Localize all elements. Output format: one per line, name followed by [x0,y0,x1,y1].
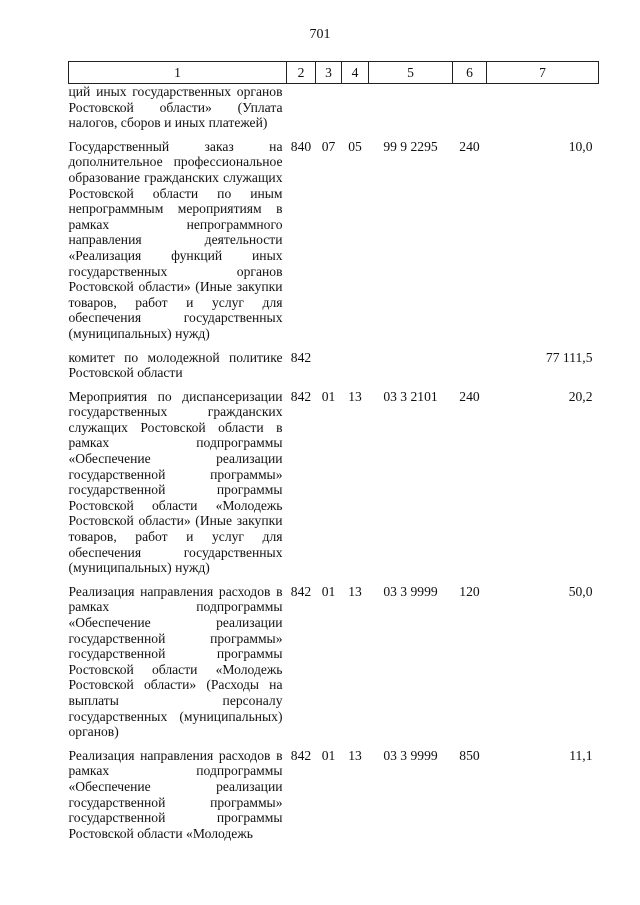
ministry-code-cell: 842 [290,388,312,404]
section-code-cell: 01 [321,747,336,763]
subsection-code-cell: 13 [348,747,362,763]
table-row [69,576,599,740]
amount-cell: 77 111,5 [545,349,593,365]
section-code-cell [316,342,342,381]
expense-name-cell: комитет по молодежной политике Ростовской области [68,349,283,381]
ministry-code-cell: 842 [290,583,312,599]
budget-table [68,61,599,841]
expense-name-cell: Государственный заказ на дополнительное профессиональное образование гражданских служащих Ростовской области по иным непрограммным мероприятиям в рамках непрограммного направления деятельности «Реализация функций иных государственных органов Ростовской области» (Иные закупки товаров, работ и услуг для обеспечения государственных (муниципальных) нужд) [68,138,283,341]
section-code-cell: 01 [321,583,336,599]
target-article-cell: 99 9 2295 [383,138,438,154]
table-row [69,381,599,576]
subsection-code-cell: 05 [348,138,362,154]
section-code-cell [316,84,342,131]
target-article-cell: 03 3 9999 [383,747,438,763]
target-article-cell [369,342,453,381]
table-header-row [69,62,599,84]
subsection-code-cell [342,84,369,131]
amount-cell: 50,0 [568,583,593,599]
amount-cell: 11,1 [569,747,593,763]
target-article-cell: 03 3 2101 [383,388,438,404]
column-header: 6 [453,62,487,84]
subsection-code-cell: 13 [348,388,362,404]
target-article-cell [369,84,453,131]
expense-type-cell: 850 [459,747,480,763]
ministry-code-cell: 842 [290,349,312,365]
column-header: 1 [69,62,287,84]
column-header: 3 [316,62,342,84]
amount-cell [487,84,599,131]
amount-cell: 20,2 [568,388,593,404]
expense-type-cell [453,84,487,131]
table-row [69,84,599,131]
ministry-code-cell: 842 [290,747,312,763]
column-header: 7 [487,62,599,84]
expense-type-cell: 240 [459,388,480,404]
expense-type-cell: 120 [459,583,480,599]
ministry-code-cell [287,84,316,131]
column-header: 4 [342,62,369,84]
expense-name-cell: Реализация направления расходов в рамках подпрограммы «Обеспечение реализации государственной программы» государственной программы Ростовской области «Молодежь [68,747,283,841]
subsection-code-cell [342,342,369,381]
expense-name-cell: Реализация направления расходов в рамках подпрограммы «Обеспечение реализации государственной программы» государственной программы Ростовской области «Молодежь Ростовской области» (Расходы на выплаты персоналу государственных (муниципальных) органов) [68,583,283,740]
table-row [69,131,599,342]
ministry-code-cell: 840 [290,138,312,154]
section-code-cell: 07 [321,138,336,154]
expense-name-cell: Мероприятия по диспансеризации государственных гражданских служащих Ростовской области в рамках подпрограммы «Обеспечение реализации государственной программы» государственной программы Ростовской области «Молодежь Ростовской области» (Иные закупки товаров, работ и услуг для обеспечения государственных (муниципальных) нужд) [68,388,283,576]
expense-type-cell: 240 [459,138,480,154]
subsection-code-cell: 13 [348,583,362,599]
table-row [69,342,599,381]
expense-name-cell: ций иных государственных органов Ростовской области» (Уплата налогов, сборов и иных платежей) [68,84,283,131]
amount-cell: 10,0 [568,138,593,154]
column-header: 5 [369,62,453,84]
expense-type-cell [453,342,487,381]
section-code-cell: 01 [321,388,336,404]
column-header: 2 [287,62,316,84]
target-article-cell: 03 3 9999 [383,583,438,599]
page-number: 701 [309,27,331,42]
table-row [69,740,599,842]
